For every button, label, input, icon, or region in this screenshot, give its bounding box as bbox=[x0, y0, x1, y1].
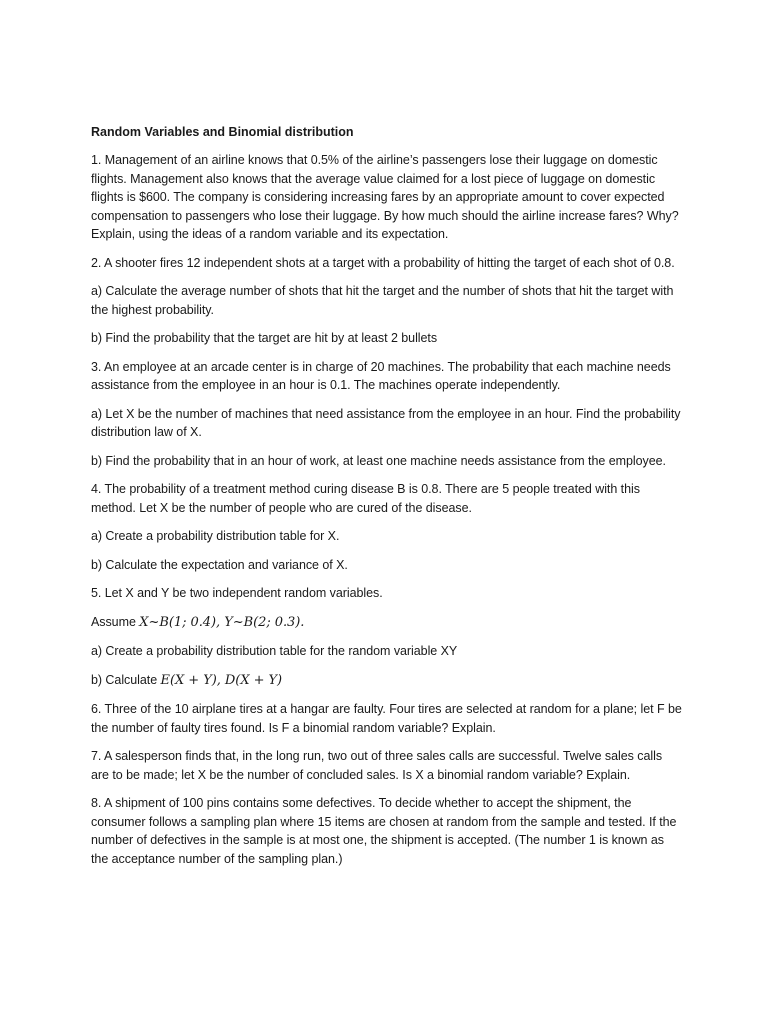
paragraph-q5: 5. Let X and Y be two independent random variables. bbox=[91, 586, 383, 600]
paragraph-q2: 2. A shooter fires 12 independent shots at a target with a probability of hitting the target of each shot of 0.8. bbox=[91, 255, 675, 270]
paragraph-q4a: a) Create a probability distribution table for X. bbox=[91, 529, 340, 543]
paragraph-q1: 1. Management of an airline knows that 0.5% of the airline’s passengers lose their luggage on domestic flights. Management also knows that the average value claimed for a lost piece of luggage on domestic flights is $600. The company is considering increasing fares by an appropriate amount to cover expected compensation to passengers who lose their luggage. By how much should the airline increase fares? Why? Explain, using the ideas of a random variable and its expectation. bbox=[91, 153, 679, 241]
calculate-label: b) Calculate bbox=[91, 672, 161, 687]
paragraph-q5b bbox=[91, 671, 683, 691]
paragraph-q4b: b) Calculate the expectation and variance of X. bbox=[91, 557, 348, 572]
paragraph-q5a: a) Create a probability distribution table for the random variable XY bbox=[91, 644, 458, 658]
document-page bbox=[91, 123, 683, 878]
calculate-formula: E(X + Y), D(X + Y) bbox=[160, 672, 283, 688]
assume-formula: X~B(1; 0.4), Y~B(2; 0.3). bbox=[139, 614, 305, 630]
paragraph-q8: 8. A shipment of 100 pins contains some defectives. To decide whether to accept the shipment, the consumer follows a sampling plan where 15 items are chosen at random from the sample and tested. If the number of defectives in the sample is at most one, the shipment is accepted. (The number 1 is known as the acceptance number of the sampling plan.) bbox=[91, 796, 677, 866]
paragraph-q3b: b) Find the probability that in an hour of work, at least one machine needs assistance from the employee. bbox=[91, 453, 666, 468]
paragraph-q3a: a) Let X be the number of machines that need assistance from the employee in an hour. Find the probability distribution law of X. bbox=[91, 406, 681, 439]
paragraph-q6: 6. Three of the 10 airplane tires at a hangar are faulty. Four tires are selected at random for a plane; let F be the number of faulty tires found. Is F a binomial random variable? Explain. bbox=[91, 702, 682, 735]
paragraph-q2a: a) Calculate the average number of shots that hit the target and the number of shots that hit the target with the highest probability. bbox=[91, 284, 674, 317]
document-title: Random Variables and Binomial distribution bbox=[91, 125, 354, 139]
paragraph-q3: 3. An employee at an arcade center is in charge of 20 machines. The probability that each machine needs assistance from the employee in an hour is 0.1. The machines operate independently. bbox=[91, 359, 671, 392]
paragraph-q4: 4. The probability of a treatment method curing disease B is 0.8. There are 5 people treated with this method. Let X be the number of people who are cured of the disease. bbox=[91, 482, 640, 515]
paragraph-q5-assume bbox=[91, 613, 683, 633]
paragraph-q2b: b) Find the probability that the target are hit by at least 2 bullets bbox=[91, 331, 438, 345]
paragraph-q7: 7. A salesperson finds that, in the long run, two out of three sales calls are successful. Twelve sales calls are to be made; let X be the number of concluded sales. Is X a binomial random variable? Explain. bbox=[91, 749, 663, 782]
assume-label: Assume bbox=[91, 614, 140, 629]
